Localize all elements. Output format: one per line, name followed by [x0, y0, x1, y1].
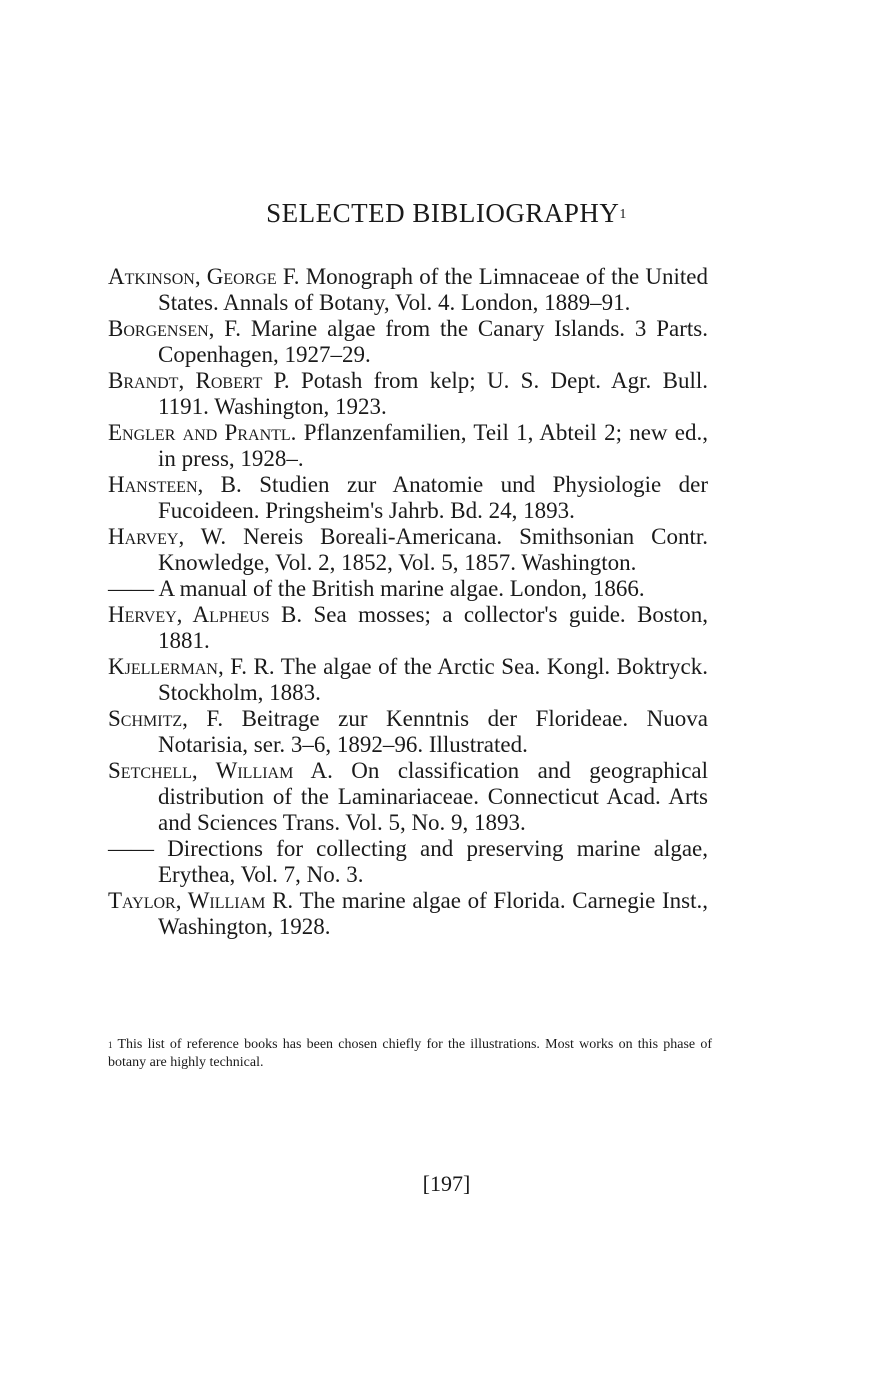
entry-text: Pflanzenfamilien, Teil 1, Abteil 2; new ed., in press, 1928–.	[158, 420, 709, 471]
entry-text: Sea mosses; a collector's guide. Boston, 1881.	[158, 602, 708, 653]
entry-author: Setchell, William A.	[108, 758, 333, 783]
entry-author: Schmitz, F.	[108, 706, 224, 731]
entry-author: Taylor, William R.	[108, 888, 294, 913]
title-text: SELECTED BIBLIOGRAPHY	[266, 198, 620, 228]
entry-text: The algae of the Arctic Sea. Kongl. Boktryck. Stockholm, 1883.	[158, 654, 708, 705]
bibliography-list	[108, 264, 708, 940]
bibliography-entry	[108, 576, 708, 602]
footnote-text: This list of reference books has been chosen chiefly for the illustrations. Most works on this phase of botany are highly technical.	[108, 1037, 712, 1070]
entry-text: Beitrage zur Kenntnis der Florideae. Nuova Notarisia, ser. 3–6, 1892–96. Illustrated.	[158, 706, 708, 757]
bibliography-entry	[108, 524, 708, 576]
entry-text: Marine algae from the Canary Islands. 3 Parts. Copenhagen, 1927–29.	[158, 316, 708, 367]
title-footnote-mark: 1	[619, 207, 627, 222]
bibliography-entry	[108, 264, 708, 316]
entry-author-dash: ——	[108, 576, 154, 601]
entry-author: Hervey, Alpheus B.	[108, 602, 303, 627]
bibliography-entry	[108, 654, 708, 706]
footnote	[108, 1036, 712, 1072]
bibliography-entry	[108, 368, 708, 420]
page-number: [197]	[422, 1171, 471, 1196]
entry-text: On classification and geographical distribution of the Laminariaceae. Connecticut Acad. Arts and Sciences Trans. Vol. 5, No. 9, 1893.	[158, 758, 709, 835]
entry-author: Borgensen, F.	[108, 316, 241, 341]
bibliography-entry	[108, 706, 708, 758]
entry-text: Potash from kelp; U. S. Dept. Agr. Bull. 1191. Washington, 1923.	[158, 368, 709, 419]
bibliography-entry	[108, 836, 708, 888]
entry-author: Kjellerman, F. R.	[108, 654, 275, 679]
entry-text: Monograph of the Limnaceae of the United States. Annals of Botany, Vol. 4. London, 1889–91.	[158, 264, 709, 315]
entry-author-dash: ——	[108, 836, 154, 861]
bibliography-entry	[108, 316, 708, 368]
entry-text: Nereis Boreali-Americana. Smithsonian Contr. Knowledge, Vol. 2, 1852, Vol. 5, 1857. Washington.	[158, 524, 709, 575]
page-title	[0, 196, 893, 230]
entry-text: The marine algae of Florida. Carnegie Inst., Washington, 1928.	[158, 888, 708, 939]
entry-author: Harvey, W.	[108, 524, 227, 549]
footnote-mark: 1	[108, 1040, 113, 1050]
entry-text: A manual of the British marine algae. London, 1866.	[158, 576, 645, 601]
entry-author: Engler and Prantl.	[108, 420, 297, 445]
entry-author: Brandt, Robert P.	[108, 368, 290, 393]
bibliography-entry	[108, 888, 708, 940]
entry-author: Hansteen, B.	[108, 472, 242, 497]
entry-text: Studien zur Anatomie und Physiologie der Fucoideen. Pringsheim's Jahrb. Bd. 24, 1893.	[158, 472, 708, 523]
entry-text: Directions for collecting and preserving marine algae, Erythea, Vol. 7, No. 3.	[158, 836, 709, 887]
bibliography-entry	[108, 602, 708, 654]
bibliography-entry	[108, 472, 708, 524]
entry-author: Atkinson, George F.	[108, 264, 300, 289]
bibliography-entry	[108, 420, 708, 472]
bibliography-entry	[108, 758, 708, 836]
